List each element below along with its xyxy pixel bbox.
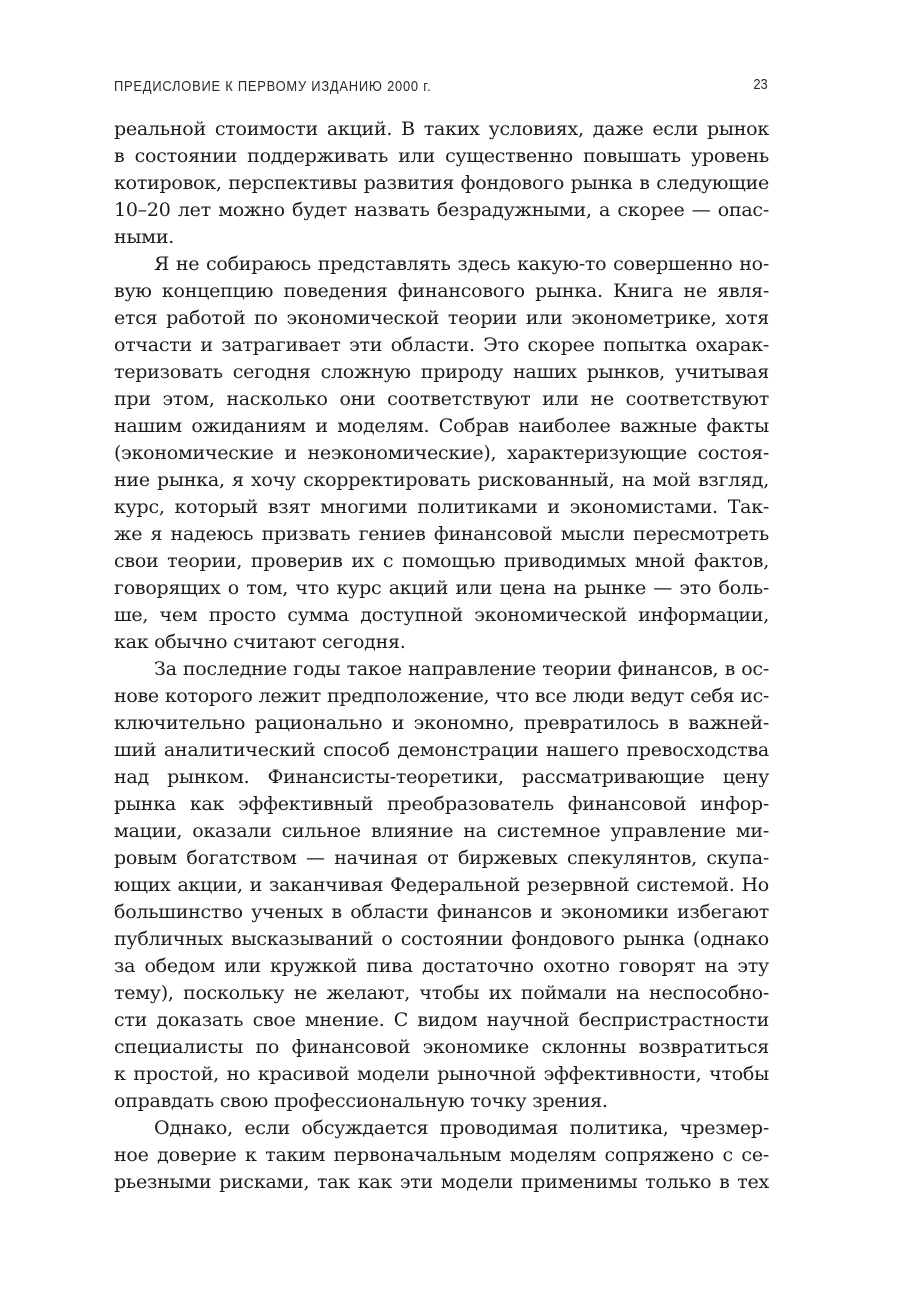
text-line: сти доказать свое мнение. С видом научной беспристрастности xyxy=(114,1009,769,1031)
text-line: говорящих о том, что курс акций или цена на рынке — это боль- xyxy=(114,577,769,599)
text-line: котировок, перспективы развития фондового рынка в следующие xyxy=(114,172,769,194)
text-line: Однако, если обсуждается проводимая политика, чрезмер- xyxy=(154,1117,769,1139)
text-line: мации, оказали сильное влияние на системное управление ми- xyxy=(114,820,769,842)
text-line: ровым богатством — начиная от биржевых спекулянтов, скупа- xyxy=(114,847,769,869)
text-line: ющих акции, и заканчивая Федеральной резервной системой. Но xyxy=(114,874,769,896)
text-line: вую концепцию поведения финансового рынка. Книга не явля- xyxy=(114,280,769,302)
text-line: над рынком. Финансисты-теоретики, рассматривающие цену xyxy=(114,766,769,788)
text-line: За последние годы такое направление теории финансов, в ос- xyxy=(154,658,769,680)
text-line: специалисты по финансовой экономике склонны возвратиться xyxy=(114,1036,769,1058)
text-line: ется работой по экономической теории или эконометрике, хотя xyxy=(114,307,769,329)
text-line: нашим ожиданиям и моделям. Собрав наиболее важные факты xyxy=(114,415,769,437)
text-line: как обычно считают сегодня. xyxy=(114,631,406,653)
text-line: тему), поскольку не желают, чтобы их поймали на неспособно- xyxy=(114,982,769,1004)
text-line: ключительно рационально и экономно, превратилось в важней- xyxy=(114,712,769,734)
text-line: ше, чем просто сумма доступной экономической информации, xyxy=(114,604,769,626)
text-line: оправдать свою профессиональную точку зрения. xyxy=(114,1090,608,1112)
text-line: к простой, но красивой модели рыночной эффективности, чтобы xyxy=(114,1063,769,1085)
text-line: публичных высказываний о состоянии фондового рынка (однако xyxy=(114,928,769,950)
text-line: ние рынка, я хочу скорректировать рискованный, на мой взгляд, xyxy=(114,469,769,491)
text-line: рынка как эффективный преобразователь финансовой инфор- xyxy=(114,793,769,815)
text-line: ное доверие к таким первоначальным моделям сопряжено с се- xyxy=(114,1144,769,1166)
text-line: курс, который взят многими политиками и экономистами. Так- xyxy=(114,496,769,518)
page-number: 23 xyxy=(753,76,768,93)
text-line: реальной стоимости акций. В таких условиях, даже если рынок xyxy=(114,118,769,140)
text-line: же я надеюсь призвать гениев финансовой мысли пересмотреть xyxy=(114,523,769,545)
text-line: ший аналитический способ демонстрации нашего превосходства xyxy=(114,739,769,761)
running-title: ПРЕДИСЛОВИЕ К ПЕРВОМУ ИЗДАНИЮ 2000 г. xyxy=(114,78,432,95)
text-line: при этом, насколько они соответствуют или не соответствуют xyxy=(114,388,769,410)
text-line: теризовать сегодня сложную природу наших рынков, учитывая xyxy=(114,361,769,383)
text-line: (экономические и неэкономические), характеризующие состоя- xyxy=(114,442,769,464)
text-line: за обедом или кружкой пива достаточно охотно говорят на эту xyxy=(114,955,769,977)
text-line: свои теории, проверив их с помощью приводимых мной фактов, xyxy=(114,550,769,572)
text-line: отчасти и затрагивает эти области. Это скорее попытка охарак- xyxy=(114,334,769,356)
text-line: Я не собираюсь представлять здесь какую-то совершенно но- xyxy=(154,253,769,275)
text-line: ными. xyxy=(114,226,175,248)
text-line: в состоянии поддерживать или существенно повышать уровень xyxy=(114,145,769,167)
text-line: 10–20 лет можно будет назвать безрадужными, а скорее — опас- xyxy=(114,199,769,221)
text-line: рьезными рисками, так как эти модели применимы только в тех xyxy=(114,1171,769,1193)
text-line: нове которого лежит предположение, что все люди ведут себя ис- xyxy=(114,685,769,707)
text-line: большинство ученых в области финансов и экономики избегают xyxy=(114,901,769,923)
body-text xyxy=(114,116,769,1196)
